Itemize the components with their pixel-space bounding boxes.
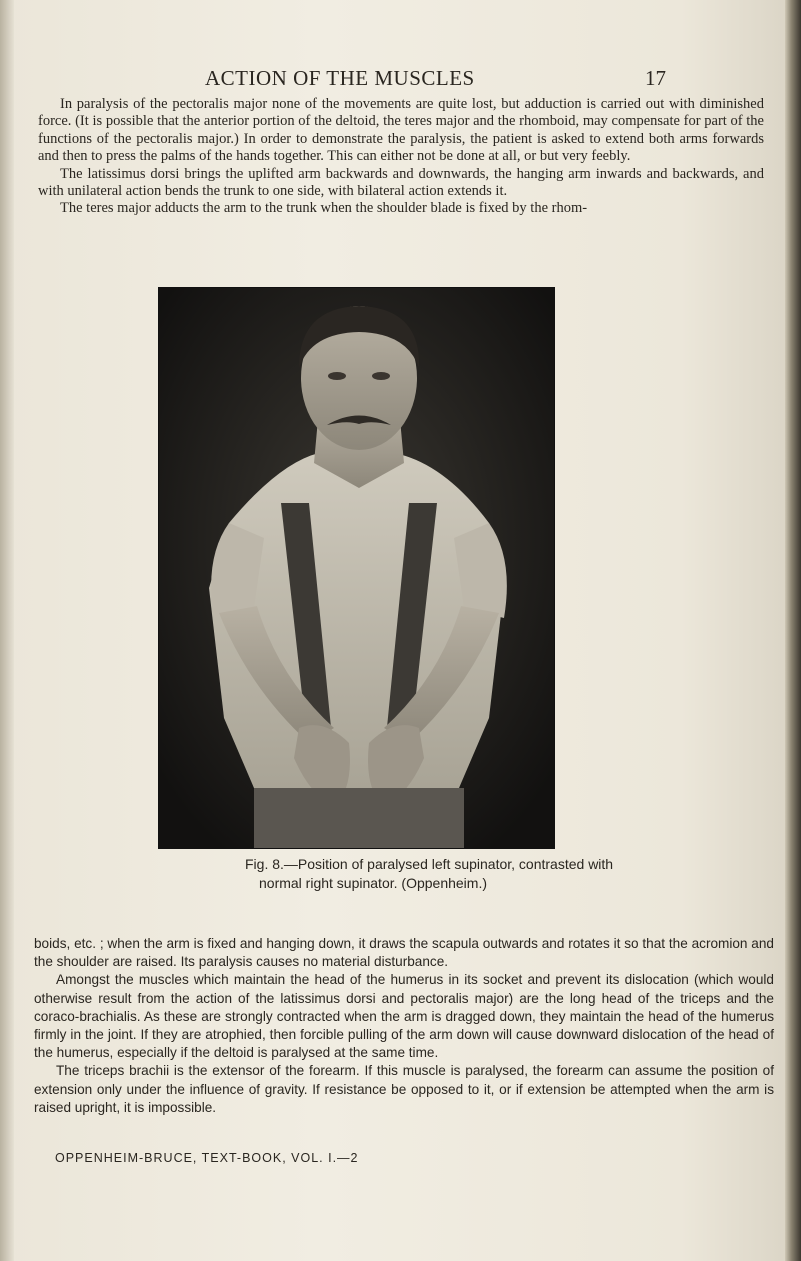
figure-caption-line2: normal right supinator. (Oppenheim.) [259, 875, 487, 891]
patient-photo-illustration [159, 288, 554, 848]
figure-caption [245, 855, 665, 893]
right-eye [372, 372, 390, 380]
paragraph-rhomboids-continued: boids, etc. ; when the arm is fixed and hanging down, it draws the scapula outwards and rotates it so that the acromion and the shoulder are raised. Its paralysis causes no material disturbance. [34, 936, 774, 970]
paragraph-pectoralis: In paralysis of the pectoralis major none of the movements are quite lost, but adduction is carried out with diminished force. (It is possible that the anterior portion of the deltoid, the teres major and the rhomboid, may compensate for part of the functions of the pectoralis major.) In order to demonstrate the paralysis, the patient is asked to extend both arms forwards and then to press the palms of the hands together. This can either not be done at all, or but very feebly. [38, 96, 764, 165]
left-eye [328, 372, 346, 380]
figure-caption-line1: —Position of paralysed left supinator, contrasted with [283, 856, 614, 872]
top-text-block [38, 96, 764, 218]
paragraph-triceps: The triceps brachii is the extensor of the forearm. If this muscle is paralysed, the forearm can assume the position of extension only under the influence of gravity. If resistance be opposed to it, or if extension be attempted when the arm is raised upright, it is impossible. [34, 1063, 774, 1115]
running-title: ACTION OF THE MUSCLES [205, 66, 475, 90]
figure-caption-label: Fig. 8. [245, 856, 284, 872]
page-left-edge [0, 0, 14, 1261]
page-number: 17 [645, 66, 666, 90]
figure-photograph [158, 287, 555, 849]
paragraph-teres-major: The teres major adducts the arm to the trunk when the shoulder blade is fixed by the rhom- [60, 200, 588, 217]
bottom-text-block [34, 935, 774, 1117]
paragraph-humerus-dislocation: Amongst the muscles which maintain the head of the humerus in its socket and prevent its dislocation (which would otherwise result from the action of the latissimus dorsi and pectoralis major) are the long head of the triceps and the coraco-brachialis. As these are strongly contracted when the arm is dragged down, they maintain the head of the humerus firmly in the joint. If they are atrophied, then forcible pulling of the arm down will cause downward dislocation of the head of the humerus, especially if the deltoid is paralysed at the same time. [34, 972, 774, 1061]
page-header [0, 66, 801, 94]
trousers [254, 788, 464, 848]
paragraph-latissimus: The latissimus dorsi brings the uplifted arm backwards and downwards, the hanging arm inwards and backwards, and with unilateral action bends the trunk to one side, with bilateral action extends it. [38, 165, 764, 200]
printer-signature: OPPENHEIM-BRUCE, TEXT-BOOK, VOL. I.—2 [55, 1151, 359, 1165]
page-right-edge-shadow [785, 0, 801, 1261]
